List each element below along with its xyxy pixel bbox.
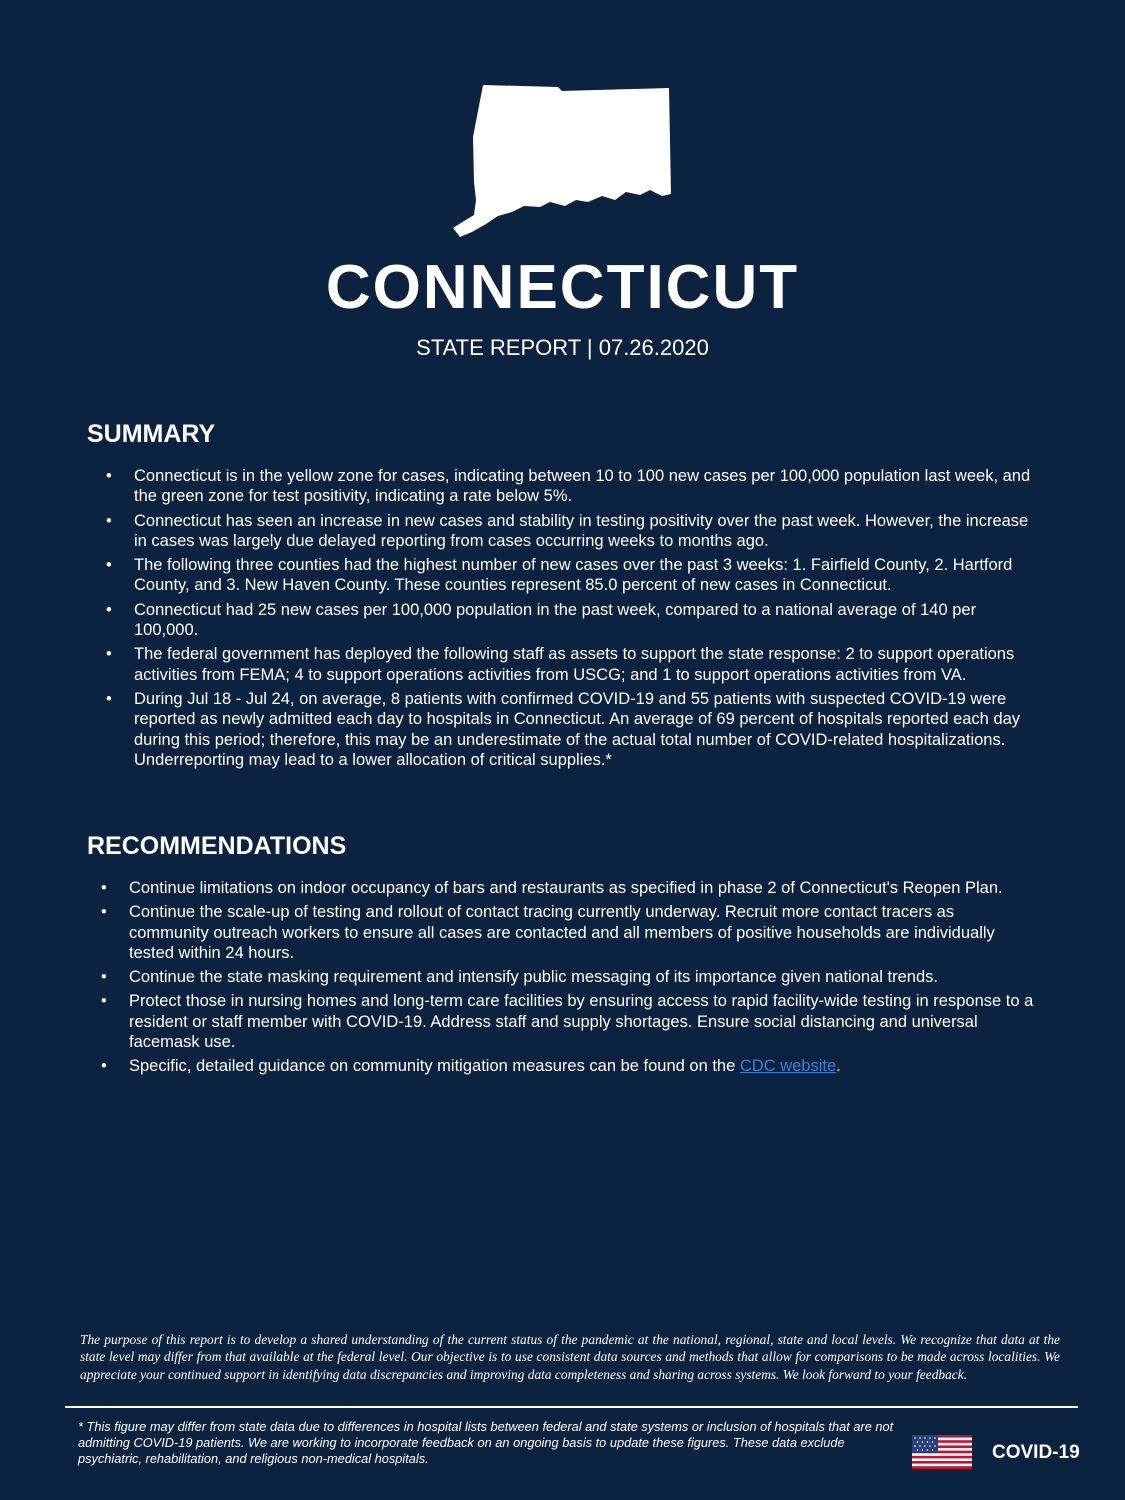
report-disclaimer: The purpose of this report is to develop a shared understanding of the current status of the pandemic at the national, regional, state and local levels. We recognize that data at the state level may differ from that available at the federal level. Our objective is to use consistent data sources and methods that allow for comparisons to be made across localities. We appreciate your continued support in identifying data discrepancies and improving data completeness and sharing across systems. We look forward to your feedback. bbox=[80, 1332, 1060, 1382]
us-flag-icon bbox=[912, 1435, 972, 1469]
state-title: CONNECTICUT bbox=[325, 253, 800, 322]
recommendation-item: • Continue limitations on indoor occupancy of bars and restaurants as specified in phase 2 of Connecticut's Reopen Plan. bbox=[129, 878, 1034, 898]
recommendation-item: • Continue the state masking requirement and intensify public messaging of its importance given national trends. bbox=[129, 967, 1034, 987]
recommendation-text: Specific, detailed guidance on community mitigation measures can be found on the bbox=[129, 1057, 740, 1076]
summary-item: • The federal government has deployed the following staff as assets to support the state response: 2 to support operations activities from FEMA; 4 to support operations activities from USCG; and 1 to support operations activities from VA. bbox=[134, 644, 1034, 685]
recommendation-item: • Continue the scale-up of testing and rollout of contact tracing currently underway. Recruit more contact tracers as community outreach workers to ensure all cases are contacted and all members of positive households are individually tested within 24 hours. bbox=[129, 902, 1034, 963]
recommendation-item bbox=[129, 1056, 1034, 1076]
report-date-label: STATE REPORT | 07.26.2020 bbox=[416, 335, 709, 360]
summary-item: • Connecticut has seen an increase in new cases and stability in testing positivity over the past week. However, the increase in cases was largely due delayed reporting from cases occurring weeks to months ago. bbox=[134, 511, 1034, 552]
covid-19-brand: COVID-19 bbox=[992, 1442, 1080, 1463]
footer-divider bbox=[65, 1406, 1078, 1408]
recommendation-text-end: . bbox=[836, 1057, 841, 1076]
hospital-footnote: * This figure may differ from state data due to differences in hospital lists between federal and state systems or inclusion of hospitals that are not admitting COVID-19 patients. We are working to incorporate feedback on an ongoing basis to update these figures. These data exclude psychiatric, rehabilitation, and religious non-medical hospitals. bbox=[78, 1419, 894, 1466]
recommendations-list bbox=[129, 878, 1034, 1081]
recommendation-item: • Protect those in nursing homes and long-term care facilities by ensuring access to rapid facility-wide testing in response to a resident or staff member with COVID-19. Address staff and supply shortages. Ensure social distancing and universal facemask use. bbox=[129, 991, 1034, 1052]
summary-item: • The following three counties had the highest number of new cases over the past 3 weeks: 1. Fairfield County, 2. Hartford County, and 3. New Haven County. These counties represent 85.0 percent of new cases in Connecticut. bbox=[134, 555, 1034, 596]
recommendations-heading: RECOMMENDATIONS bbox=[87, 832, 347, 860]
summary-item: • Connecticut had 25 new cases per 100,000 population in the past week, compared to a national average of 140 per 100,000. bbox=[134, 600, 1034, 641]
summary-item: • During Jul 18 - Jul 24, on average, 8 patients with confirmed COVID-19 and 55 patients with suspected COVID-19 were reported as newly admitted each day to hospitals in Connecticut. An average of 69 percent of hospitals reported each day during this period; therefore, this may be an underestimate of the actual total number of COVID-related hospitalizations. Underreporting may lead to a lower allocation of critical supplies.* bbox=[134, 689, 1034, 770]
connecticut-map-icon bbox=[450, 82, 675, 242]
summary-heading: SUMMARY bbox=[87, 420, 216, 448]
summary-list bbox=[134, 466, 1034, 774]
cdc-website-link[interactable]: CDC website bbox=[739, 1057, 837, 1076]
summary-item: • Connecticut is in the yellow zone for cases, indicating between 10 to 100 new cases per 100,000 population last week, and the green zone for test positivity, indicating a rate below 5%. bbox=[134, 466, 1034, 507]
